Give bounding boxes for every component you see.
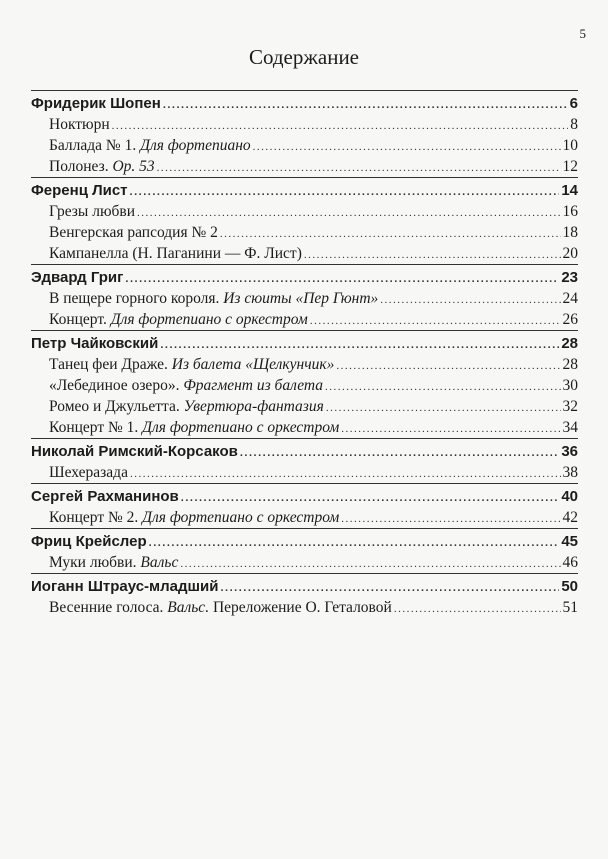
work-entry	[31, 135, 578, 156]
entry-page-number: 50	[561, 578, 578, 595]
dot-leader	[240, 443, 559, 464]
work-title: «Лебединое озеро».	[49, 377, 180, 394]
composer-entry	[31, 178, 578, 201]
work-entry	[31, 243, 578, 264]
work-title-group	[49, 552, 178, 573]
work-title-group	[49, 114, 110, 135]
toc-section	[31, 90, 578, 177]
dot-leader	[180, 554, 560, 575]
composer-name: Фриц Крейслер	[31, 533, 147, 550]
work-title-group	[49, 309, 308, 330]
work-title-group	[49, 375, 323, 396]
work-title: Муки любви.	[49, 554, 137, 571]
work-title-group	[49, 288, 378, 309]
work-title-group	[49, 222, 218, 243]
entry-page-number: 16	[562, 203, 578, 220]
work-title: Венгерская рапсодия № 2	[49, 224, 218, 241]
entry-page-number: 36	[561, 443, 578, 460]
dot-leader	[160, 335, 559, 356]
work-entry	[31, 354, 578, 375]
work-title: Полонез.	[49, 158, 109, 175]
work-subtitle: Фрагмент из балета	[183, 377, 324, 394]
dot-leader	[112, 116, 569, 137]
entry-page-number: 6	[569, 95, 578, 112]
work-entry	[31, 417, 578, 438]
work-title-group	[49, 507, 339, 528]
work-suffix: Переложение О. Геталовой	[212, 599, 392, 616]
dot-leader	[181, 488, 560, 509]
toc-section	[31, 264, 578, 330]
entry-page-number: 34	[562, 419, 578, 436]
dot-leader	[341, 419, 560, 440]
work-title-group	[49, 354, 334, 375]
toc-section	[31, 330, 578, 438]
toc-section	[31, 573, 578, 618]
dot-leader	[130, 464, 561, 485]
dot-leader	[163, 95, 568, 116]
page-title: Содержание	[248, 45, 360, 69]
composer-entry	[31, 265, 578, 288]
work-title-group	[49, 417, 339, 438]
entry-page-number: 32	[562, 398, 578, 415]
dot-leader	[326, 398, 561, 419]
work-subtitle: Вальс.	[167, 599, 210, 616]
entry-page-number: 10	[562, 137, 578, 154]
composer-name: Фридерик Шопен	[31, 95, 161, 112]
work-entry	[31, 114, 578, 135]
entry-page-number: 18	[562, 224, 578, 241]
work-title: Танец феи Драже.	[49, 356, 168, 373]
work-entry	[31, 597, 578, 618]
work-title-group	[49, 135, 251, 156]
work-title-group	[49, 243, 302, 264]
entry-page-number: 12	[562, 158, 578, 175]
entry-page-number: 42	[562, 509, 578, 526]
work-subtitle: Увертюра-фантазия	[183, 398, 324, 415]
work-subtitle: Вальс	[140, 554, 179, 571]
composer-name: Николай Римский-Корсаков	[31, 443, 238, 460]
dot-leader	[125, 269, 559, 290]
work-title: Кампанелла (Н. Паганини — Ф. Лист)	[49, 245, 302, 262]
work-title: Концерт № 2.	[49, 509, 139, 526]
entry-page-number: 26	[562, 311, 578, 328]
work-subtitle: Для фортепиано с оркестром	[110, 311, 308, 328]
work-title: Грезы любви	[49, 203, 136, 220]
composer-name: Петр Чайковский	[31, 335, 159, 352]
entry-page-number: 28	[561, 335, 578, 352]
entry-page-number: 30	[562, 377, 578, 394]
work-title-group	[49, 156, 155, 177]
work-entry	[31, 375, 578, 396]
work-subtitle: Для фортепиано с оркестром	[142, 419, 340, 436]
page-number: 5	[579, 26, 586, 41]
dot-leader	[130, 182, 560, 203]
entry-page-number: 45	[561, 533, 578, 550]
work-title: Концерт № 1.	[49, 419, 139, 436]
entry-page-number: 23	[561, 269, 578, 286]
composer-name: Сергей Рахманинов	[31, 488, 179, 505]
dot-leader	[149, 533, 560, 554]
work-title-group	[49, 462, 128, 483]
toc-section	[31, 483, 578, 528]
entry-page-number: 51	[562, 599, 578, 616]
toc-section	[31, 177, 578, 264]
work-entry	[31, 507, 578, 528]
work-title: Ноктюрн	[49, 116, 110, 133]
table-of-contents	[31, 90, 578, 618]
entry-page-number: 14	[561, 182, 578, 199]
composer-entry	[31, 484, 578, 507]
work-entry	[31, 309, 578, 330]
composer-name: Ференц Лист	[31, 182, 128, 199]
work-title: Концерт.	[49, 311, 107, 328]
dot-leader	[137, 203, 560, 224]
work-subtitle: Из сюиты «Пер Гюнт»	[223, 290, 379, 307]
entry-page-number: 24	[562, 290, 578, 307]
composer-name: Иоганн Штраус-младший	[31, 578, 219, 595]
composer-entry	[31, 91, 578, 114]
dot-leader	[221, 578, 560, 599]
entry-page-number: 28	[562, 356, 578, 373]
work-title: Весенние голоса.	[49, 599, 164, 616]
dot-leader	[394, 599, 561, 620]
work-title-group	[49, 597, 392, 618]
dot-leader	[157, 158, 561, 179]
dot-leader	[310, 311, 561, 332]
entry-page-number: 46	[562, 554, 578, 571]
work-title-group	[49, 396, 324, 417]
composer-entry	[31, 529, 578, 552]
entry-page-number: 8	[570, 116, 578, 133]
work-entry	[31, 396, 578, 417]
work-entry	[31, 288, 578, 309]
work-title: Баллада № 1.	[49, 137, 137, 154]
dot-leader	[336, 356, 560, 377]
entry-page-number: 20	[562, 245, 578, 262]
toc-section	[31, 438, 578, 483]
work-entry	[31, 462, 578, 483]
work-subtitle: Для фортепиано	[140, 137, 251, 154]
entry-page-number: 40	[561, 488, 578, 505]
work-entry	[31, 222, 578, 243]
work-entry	[31, 156, 578, 177]
dot-leader	[253, 137, 561, 158]
dot-leader	[304, 245, 561, 266]
work-title: Ромео и Джульетта.	[49, 398, 180, 415]
composer-entry	[31, 331, 578, 354]
dot-leader	[220, 224, 561, 245]
composer-entry	[31, 574, 578, 597]
work-subtitle: Для фортепиано с оркестром	[142, 509, 340, 526]
work-subtitle: Ор. 53	[112, 158, 155, 175]
work-title: Шехеразада	[49, 464, 128, 481]
work-entry	[31, 552, 578, 573]
dot-leader	[325, 377, 560, 398]
work-entry	[31, 201, 578, 222]
dot-leader	[380, 290, 560, 311]
entry-page-number: 38	[562, 464, 578, 481]
work-title: В пещере горного короля.	[49, 290, 220, 307]
dot-leader	[341, 509, 560, 530]
work-title-group	[49, 201, 135, 222]
composer-name: Эдвард Григ	[31, 269, 124, 286]
composer-entry	[31, 439, 578, 462]
toc-section	[31, 528, 578, 573]
work-subtitle: Из балета «Щелкунчик»	[171, 356, 335, 373]
